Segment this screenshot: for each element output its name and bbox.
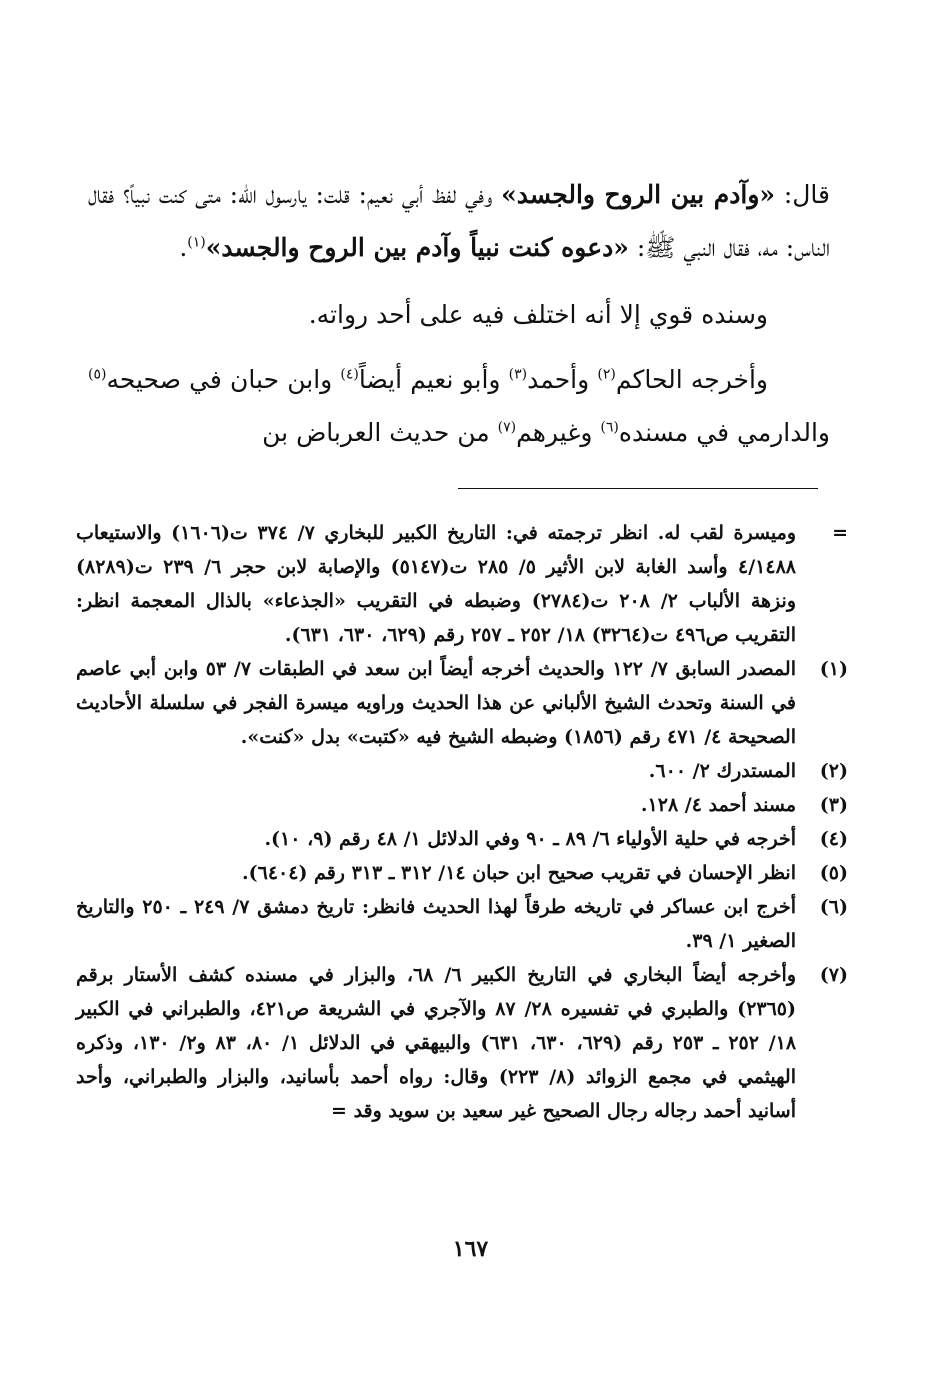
- page-number: ١٦٧: [452, 1236, 489, 1262]
- footnote-ref: (٣): [508, 366, 528, 383]
- paragraph-3: [88, 353, 830, 459]
- footnote-number: (٦): [819, 896, 848, 918]
- footnote-text: مسند أحمد ٤/ ١٢٨.: [640, 794, 796, 816]
- footnote-text: أخرجه في حلية الأولياء ٦/ ٨٩ ـ ٩٠ وفي الدلائل ١/ ٤٨ رقم (٩، ١٠).: [264, 828, 796, 850]
- text-run: .: [179, 233, 188, 262]
- text-run: وغيرهم: [516, 418, 601, 447]
- hadith-quote: «دعوه كنت نبياً وآدم بين الروح والجسد»: [205, 233, 629, 262]
- footnote-item: [76, 856, 848, 890]
- footnote-item: [76, 890, 848, 958]
- footnote-ref: (٢): [597, 366, 616, 383]
- footnote-text: أخرج ابن عساكر في تاريخه طرقاً لهذا الحديث فانظر: تاريخ دمشق ٧/ ٢٤٩ ـ ٢٥٠ والتاريخ الصغير ١/ ٣٩.: [76, 896, 796, 952]
- footnote-separator: [458, 488, 818, 489]
- footnote-number: (٥): [819, 862, 848, 884]
- footnote-ref: (١): [187, 234, 206, 251]
- footnote-number: (٤): [819, 828, 848, 850]
- footnote-text: المصدر السابق ٧/ ١٢٢ والحديث أخرجه أيضاً ابن سعد في الطبقات ٧/ ٥٣ وابن أبي عاصم في السنة وتحدث الشيخ الألباني عن هذا الحديث وراويه ميسرة الفجر في سلسلة الأحاديث الصحيحة ٤/ ٤٧١ رقم (١٨٥٦) وضبطه الشيخ فيه «كتبت» بدل «كنت».: [76, 658, 796, 748]
- footnote-item: [76, 652, 848, 754]
- text-run: قال:: [775, 180, 830, 209]
- footnote-ref: (٧): [497, 419, 517, 436]
- paragraph-2: وسنده قوي إلا أنه اختلف فيه على أحد رواته.: [308, 300, 768, 329]
- footnote-number: (١): [819, 658, 848, 680]
- text-run: وابن حبان في صحيحه: [106, 365, 341, 394]
- footnote-item: [76, 958, 848, 1128]
- footnote-ref: (٦): [600, 419, 619, 436]
- text-run: وأخرجه الحاكم: [615, 365, 768, 394]
- paragraph-1: [88, 168, 830, 274]
- footnote-text: وميسرة لقب له. انظر ترجمته في: التاريخ الكبير للبخاري ٧/ ٣٧٤ ت(١٦٠٦) والاستيعاب ٤/١٤٨٨ وأسد الغابة لابن الأثير ٥/ ٢٨٥ ت(٥١٤٧) والإصابة لابن حجر ٦/ ٢٣٩ ت(٨٢٨٩) ونزهة الألباب ٢/ ٢٠٨ ت(٢٧٨٤) وضبطه في التقريب «الجذعاء» بالذال المعجمة انظر: التقريب ص٤٩٦ ت(٣٢٦٤) ١٨/ ٢٥٢ ـ ٢٥٧ رقم (٦٢٩، ٦٣٠، ٦٣١).: [76, 522, 797, 646]
- text-run: وأحمد: [527, 365, 598, 394]
- footnote-item: [76, 822, 848, 856]
- footnotes: [76, 516, 848, 1128]
- footnote-text: انظر الإحسان في تقريب صحيح ابن حبان ١٤/ ٣١٢ ـ ٣١٣ رقم (٦٤٠٤).: [242, 862, 796, 884]
- text-run: وفي لفظ أبي نعيم: قلت: يارسول الله: متى كنت نبياً؟ فقال الناس: مه، فقال النبي ﷺ:: [88, 180, 830, 262]
- footnote-text: المستدرك ٢/ ٦٠٠.: [648, 760, 796, 782]
- footnote-ref: (٤): [340, 366, 359, 383]
- text-run: من حديث العرباض بن: [262, 418, 498, 447]
- footnote-number: (٢): [819, 760, 848, 782]
- footnote-item: [76, 754, 848, 788]
- text-run: والدارمي في مسنده: [618, 418, 830, 447]
- footnote-ref: (٥): [88, 366, 107, 383]
- hadith-quote: «وآدم بين الروح والجسد»: [501, 180, 776, 209]
- footnote-number: (٧): [819, 964, 848, 986]
- footnote-number: (٣): [819, 794, 848, 816]
- footnote-number: =: [832, 522, 848, 544]
- footnote-item: [76, 788, 848, 822]
- text-run: وأبو نعيم أيضاً: [358, 365, 509, 394]
- main-text: [88, 168, 830, 471]
- footnote-text: وأخرجه أيضاً البخاري في التاريخ الكبير ٦/ ٦٨، والبزار في مسنده كشف الأستار برقم (٢٣٦٥) والطبري في تفسيره ٢٨/ ٨٧ والآجري في الشريعة ص٤٢١، والطبراني في الكبير ١٨/ ٢٥٢ ـ ٢٥٣ رقم (٦٢٩، ٦٣٠، ٦٣١) والبيهقي في الدلائل ١/ ٨٠، ٨٣ و٢/ ١٣٠، وذكره الهيثمي في مجمع الزوائد (٨/ ٢٢٣) وقال: رواه أحمد بأسانيد، والبزار والطبراني، وأحد أسانيد أحمد رجاله رجال الصحيح غير سعيد بن سويد وقد =: [76, 964, 797, 1122]
- footnote-item: [76, 516, 848, 652]
